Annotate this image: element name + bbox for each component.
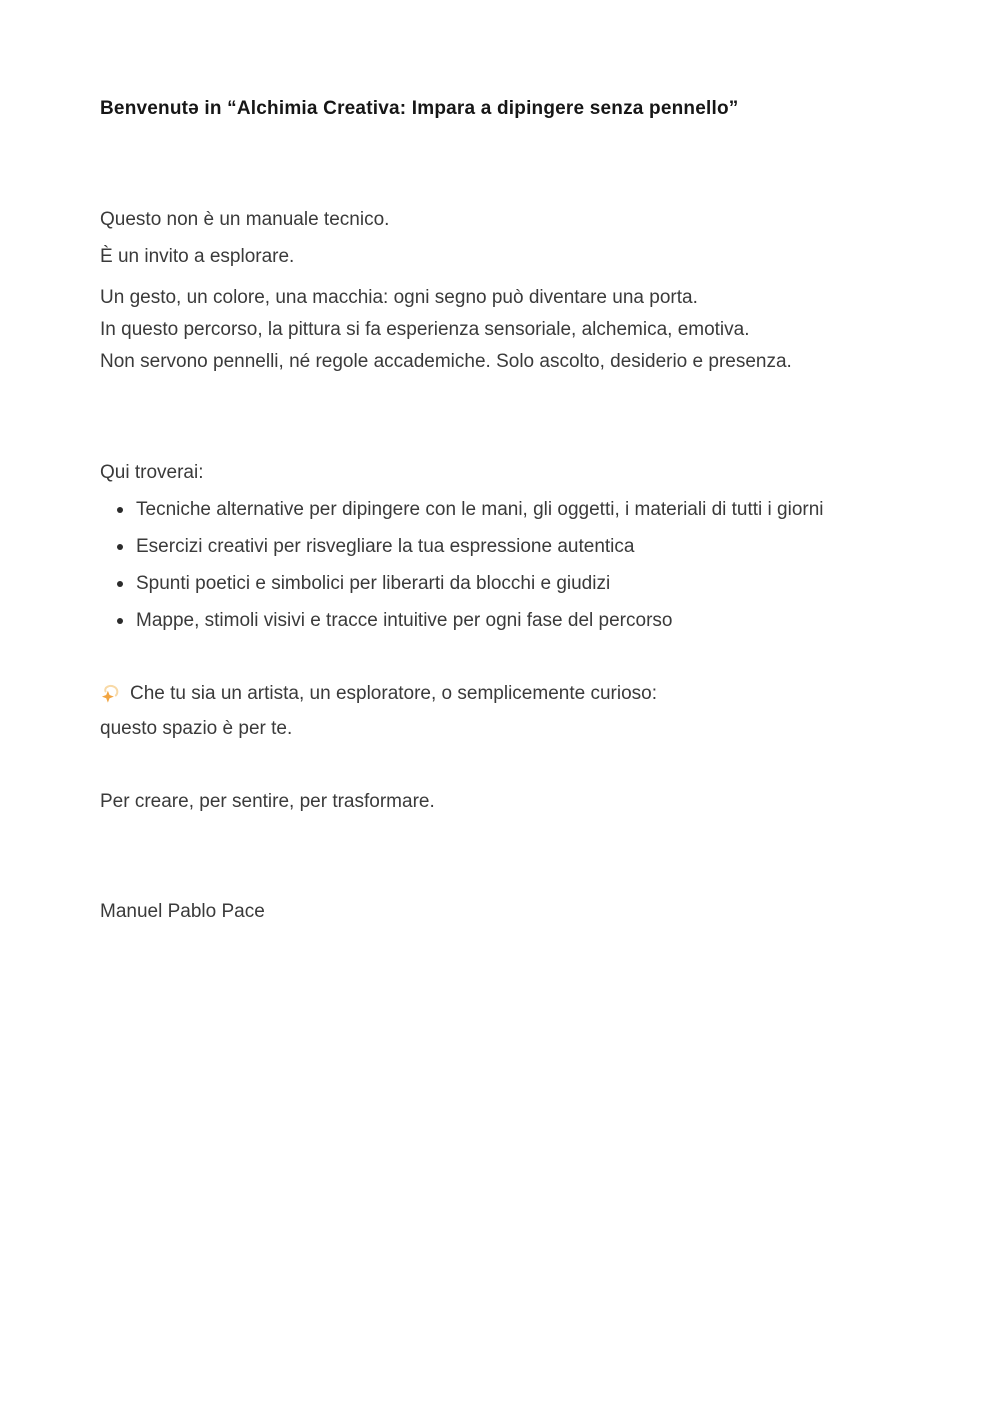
closing-line: Per creare, per sentire, per trasformare. — [100, 791, 435, 812]
list-item: Tecniche alternative per dipingere con le mani, gli oggetti, i materiali di tutti i giorni — [136, 497, 905, 523]
intro-paragraph: Questo non è un manuale tecnico. — [100, 209, 390, 230]
callout-text: Che tu sia un artista, un esploratore, o semplicemente curioso: — [130, 683, 657, 704]
list-item: Esercizi creativi per risvegliare la tua espressione autentica — [136, 534, 905, 560]
list-item: Spunti poetici e simbolici per liberarti da blocchi e giudizi — [136, 571, 905, 597]
intro-paragraph: In questo percorso, la pittura si fa esperienza sensoriale, alchemica, emotiva. — [100, 319, 750, 340]
callout-line — [100, 681, 905, 707]
author-signature: Manuel Pablo Pace — [100, 901, 265, 922]
intro-paragraph: È un invito a esplorare. — [100, 246, 295, 267]
features-list — [100, 497, 905, 634]
dizzy-star-icon — [100, 683, 122, 705]
page-title: Benvenutə in “Alchimia Creativa: Impara a dipingere senza pennello” — [100, 98, 739, 119]
intro-paragraph: Non servono pennelli, né regole accademiche. Solo ascolto, desiderio e presenza. — [100, 351, 792, 372]
intro-paragraph: Un gesto, un colore, una macchia: ogni segno può diventare una porta. — [100, 287, 698, 308]
dizzy-star — [102, 691, 114, 703]
list-heading: Qui troverai: — [100, 462, 204, 483]
callout-text-2: questo spazio è per te. — [100, 718, 293, 739]
list-item: Mappe, stimoli visivi e tracce intuitive per ogni fase del percorso — [136, 608, 905, 634]
